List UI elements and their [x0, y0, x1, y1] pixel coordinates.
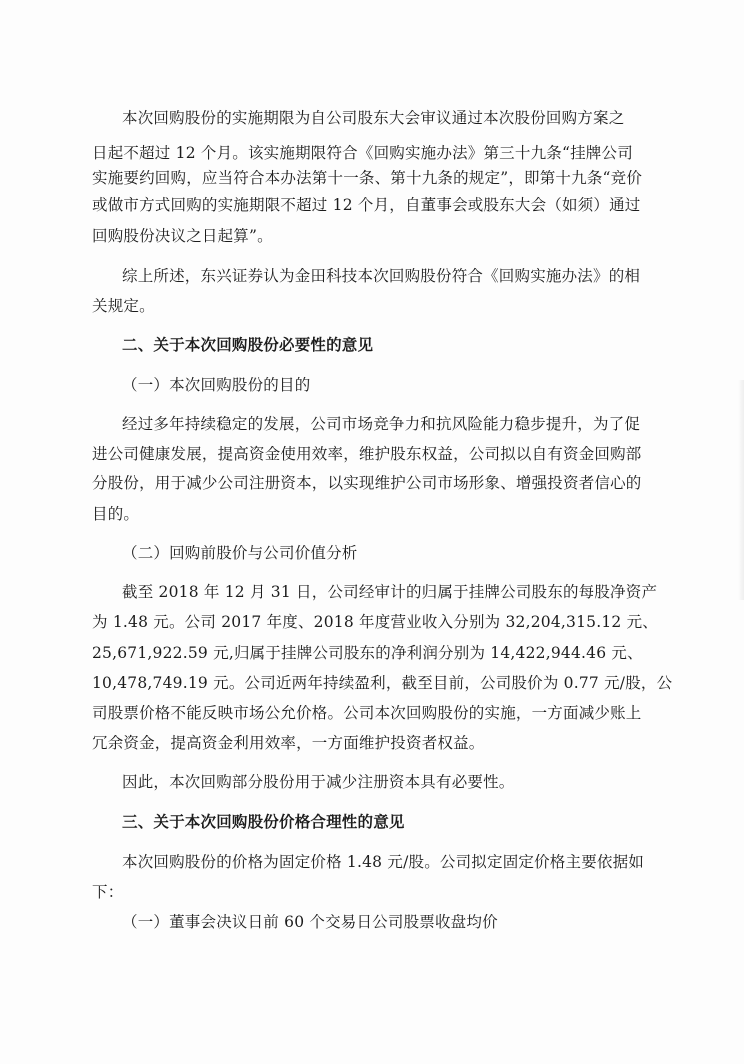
paragraph-line: 综上所述，东兴证券认为金田科技本次回购股份符合《回购实施办法》的相 — [122, 267, 641, 285]
paragraph-line: 目的。 — [92, 505, 140, 523]
paragraph-line: 本次回购股份的价格为固定价格 1.48 元/股。公司拟定固定价格主要依据如 — [122, 853, 644, 871]
subsection-heading: （二）回购前股价与公司价值分析 — [122, 544, 358, 562]
paragraph-line: 下： — [92, 883, 124, 901]
subsection-heading: （一）本次回购股份的目的 — [122, 376, 311, 394]
subsection-heading: （一）董事会决议日前 60 个交易日公司股票收盘均价 — [122, 913, 498, 931]
paragraph-line: 本次回购股份的实施期限为自公司股东大会审议通过本次股份回购方案之 — [122, 109, 625, 127]
paragraph-line: 截至 2018 年 12 月 31 日，公司经审计的归属于挂牌公司股东的每股净资产 — [122, 583, 658, 601]
paragraph-line: 回购股份决议之日起算”。 — [92, 227, 273, 245]
paragraph-line: 因此，本次回购部分股份用于减少注册资本具有必要性。 — [122, 773, 515, 791]
paragraph-line: 司股票价格不能反映市场公允价格。公司本次回购股份的实施，一方面减少账上 — [92, 704, 642, 722]
paragraph-line: 为 1.48 元。公司 2017 年度、2018 年度营业收入分别为 32,204,315.12 元、 — [92, 613, 658, 631]
paragraph-line: 进公司健康发展，提高资金使用效率，维护股东权益，公司拟以自有资金回购部 — [92, 445, 642, 463]
paragraph-line: 日起不超过 12 个月。该实施期限符合《回购实施办法》第三十九条“挂牌公司 — [92, 144, 633, 162]
paragraph-line: 经过多年持续稳定的发展，公司市场竞争力和抗风险能力稳步提升，为了促 — [122, 415, 641, 433]
section-heading: 二、关于本次回购股份必要性的意见 — [122, 335, 374, 354]
paragraph-line: 10,478,749.19 元。公司近两年持续盈利，截至目前，公司股价为 0.77 元/股，公 — [92, 674, 673, 692]
section-heading: 三、关于本次回购股份价格合理性的意见 — [122, 812, 405, 831]
paragraph-line: 关规定。 — [92, 297, 155, 315]
paragraph-line: 分股份，用于减少公司注册资本，以实现维护公司市场形象、增强投资者信心的 — [92, 474, 642, 492]
paragraph-line: 实施要约回购，应当符合本办法第十一条、第十九条的规定”，即第十九条“竞价 — [92, 169, 643, 187]
paragraph-line: 25,671,922.59 元,归属于挂牌公司股东的净利润分别为 14,422,944.46 元、 — [92, 644, 643, 662]
paragraph-line: 冗余资金，提高资金利用效率，一方面维护投资者权益。 — [92, 734, 485, 752]
paragraph-line: 或做市方式回购的实施期限不超过 12 个月，自董事会或股东大会（如须）通过 — [92, 196, 641, 214]
scan-edge-shadow — [738, 380, 744, 600]
